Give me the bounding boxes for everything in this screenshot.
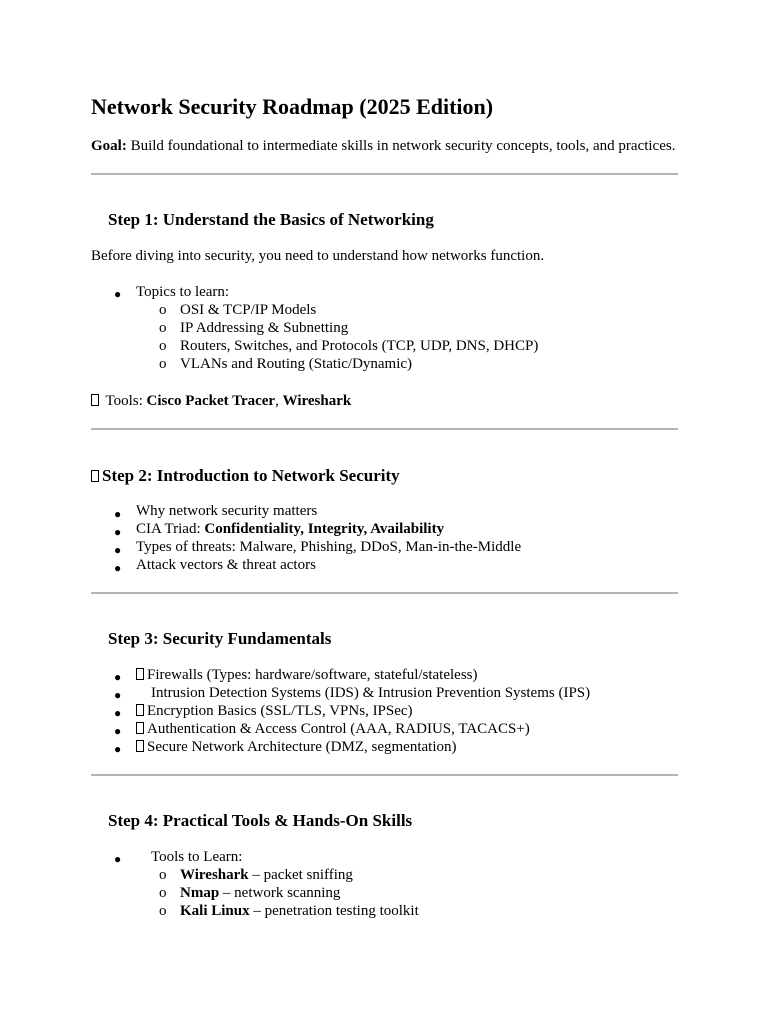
step4-tools-label: Tools to Learn: [151,849,243,865]
step1-topics-label: Topics to learn: [136,284,230,300]
bullet: ● [114,507,122,521]
bullet: ● [114,561,122,575]
step2-item: Why network security matters [136,503,318,519]
tool-name: Cisco Packet Tracer [146,393,276,409]
step2-heading-text: Step 2: Introduction to Network Security [102,466,400,485]
missing-glyph-icon [136,668,144,680]
step1-topic-item: OSI & TCP/IP Models [180,302,317,318]
missing-glyph-icon [136,704,144,716]
tools-label: Tools: [102,393,147,409]
page-title: Network Security Roadmap (2025 Edition) [91,94,494,119]
step3-item: Intrusion Detection Systems (IDS) & Intrusion Prevention Systems (IPS) [151,685,591,701]
bullet: ● [114,742,122,756]
bullet: ● [114,852,122,866]
divider [91,774,678,776]
goal-paragraph [91,138,675,155]
step3-heading: Step 3: Security Fundamentals [108,629,332,648]
step3-item [136,667,478,684]
sub-bullet: o [159,903,167,919]
goal-label: Goal: [91,138,127,154]
divider [91,428,678,430]
tool-desc: – penetration testing toolkit [249,903,419,919]
missing-glyph-icon [91,470,99,482]
tool-desc: – network scanning [219,885,341,901]
tool-name: Kali Linux [180,903,250,919]
bullet: ● [114,525,122,539]
step4-heading: Step 4: Practical Tools & Hands-On Skills [108,811,413,830]
divider [91,592,678,594]
step2-item: Attack vectors & threat actors [136,557,316,573]
sub-bullet: o [159,867,167,883]
tool-name: Wireshark [180,867,249,883]
step1-topic-item: VLANs and Routing (Static/Dynamic) [180,356,413,372]
step2-item [136,521,444,538]
bullet: ● [114,287,122,301]
sub-bullet: o [159,338,167,354]
step1-heading: Step 1: Understand the Basics of Networking [108,210,434,229]
divider [91,173,678,175]
tool-name: Nmap [180,885,220,901]
bullet: ● [114,724,122,738]
step3-item-text: Authentication & Access Control (AAA, RADIUS, TACACS+) [147,721,530,737]
missing-glyph-icon [136,722,144,734]
step2-heading [91,466,400,486]
bullet: ● [114,688,122,702]
step4-tool-item [180,867,353,884]
missing-glyph-icon [136,740,144,752]
step3-item [136,721,530,738]
tool-desc: – packet sniffing [248,867,353,883]
tool-name: Wireshark [282,393,352,409]
step1-topic-item: IP Addressing & Subnetting [180,320,349,336]
step4-tool-item [180,903,419,920]
step3-item-text: Encryption Basics (SSL/TLS, VPNs, IPSec) [147,703,413,719]
cia-label: CIA Triad: [136,521,205,537]
step3-item [136,703,413,720]
sub-bullet: o [159,302,167,318]
step1-intro: Before diving into security, you need to understand how networks function. [91,248,545,264]
bullet: ● [114,706,122,720]
step1-topic-item: Routers, Switches, and Protocols (TCP, UDP, DNS, DHCP) [180,338,539,354]
step2-item: Types of threats: Malware, Phishing, DDoS, Man-in-the-Middle [136,539,522,555]
step3-item [136,739,456,756]
step3-item-text: Secure Network Architecture (DMZ, segmentation) [147,739,457,755]
sub-bullet: o [159,320,167,336]
goal-text: Build foundational to intermediate skills in network security concepts, tools, and practices. [126,138,676,154]
bullet: ● [114,543,122,557]
cia-values: Confidentiality, Integrity, Availability [204,521,445,537]
bullet: ● [114,670,122,684]
sub-bullet: o [159,885,167,901]
missing-glyph-icon [91,394,99,406]
step1-tools [91,393,351,410]
step4-tool-item [180,885,340,902]
sub-bullet: o [159,356,167,372]
step3-item-text: Firewalls (Types: hardware/software, stateful/stateless) [147,667,478,683]
tools-separator: , [275,393,283,409]
